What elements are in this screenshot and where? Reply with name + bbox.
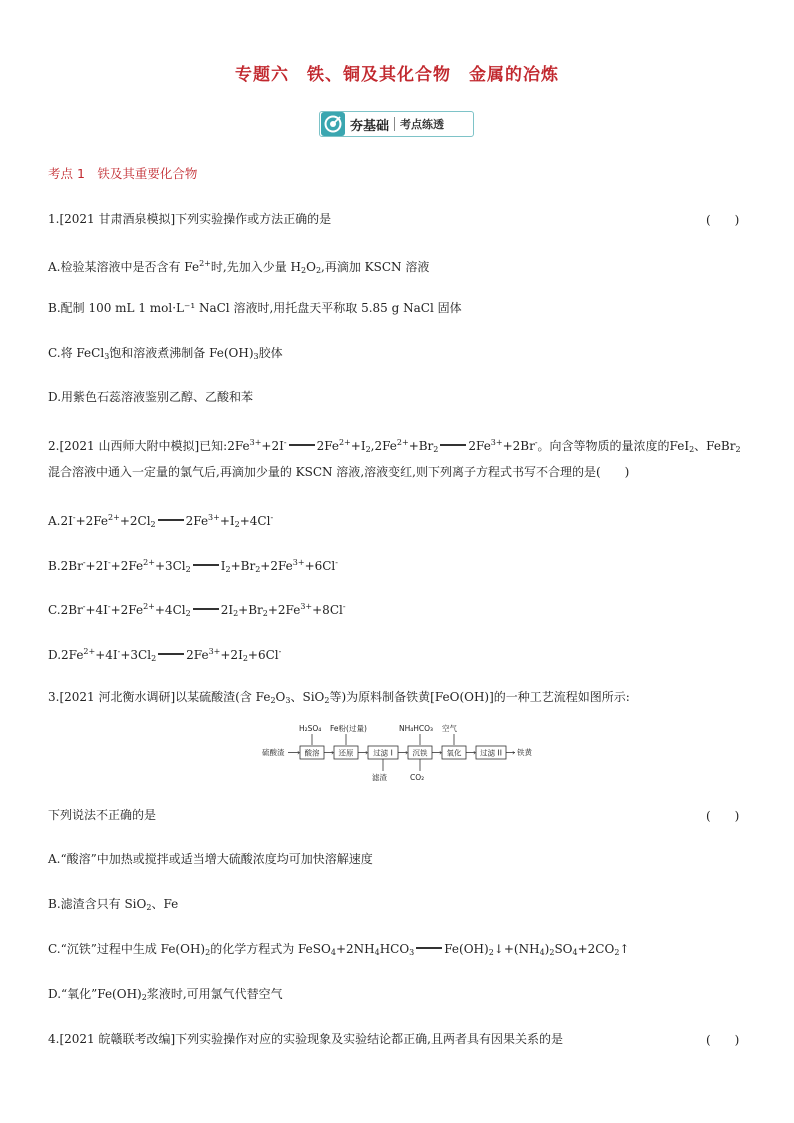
- svg-text:›: ›: [331, 748, 335, 757]
- svg-text:›: ›: [512, 748, 516, 757]
- q1-option-b: B.配制 100 mL 1 mol·L⁻¹ NaCl 溶液时,用托盘天平称取 5.85 g NaCl 固体: [48, 301, 462, 315]
- q2-option-b: $B.2Br^-+2I^-+2Fe^{2+}+3Cl_2$ $I_2+Br_2+2Fe^{3+}+6Cl^-$: [48, 558, 338, 574]
- svg-text:›: ›: [439, 748, 443, 757]
- process-flow-diagram: [262, 722, 542, 784]
- flow-reagent-1: H₂SO₄: [299, 724, 322, 733]
- q3-option-d: D.“氧化$”Fe(OH)_2$浆液时,可用氯气代替空气: [48, 987, 283, 1002]
- flow-output-1: 滤渣: [372, 773, 387, 782]
- flow-output-2: CO₂: [410, 773, 425, 782]
- q2-option-d: $D.2Fe^{2+}+4I^-+3Cl_2$ $2Fe^{3+}+2I_2+6Cl^-$: [48, 647, 282, 663]
- q3-answer-paren: ( ): [706, 809, 740, 823]
- target-icon: [321, 112, 345, 136]
- flow-reagent-3: NH₄HCO₃: [399, 724, 434, 733]
- q4-stem: 4.[2021 皖赣联考改编]下列实验操作对应的实验现象及实验结论都正确,且两者具有因果关系的是: [48, 1032, 563, 1046]
- page-title: 专题六 铁、铜及其化合物 金属的冶炼: [235, 65, 559, 85]
- section-heading: 考点 1 铁及其重要化合物: [48, 166, 198, 181]
- q3-stem: 3.[2021 河北衡水调研]以某硫酸渣(含 $Fe_2O_3$、SiO$_2$等)为原料制备铁黄[FeO(OH)]的一种工艺流程如图所示:: [48, 690, 630, 705]
- svg-text:›: ›: [365, 748, 369, 757]
- q1-option-a: A.检验某溶液中是否含有 $Fe^{2+}$时,先加入少量 $H_2O_2$,再滴加 KSCN 溶液: [48, 259, 430, 275]
- flow-end-label: 铁黄: [517, 748, 532, 757]
- q3-option-c: C.“沉铁”过程中生成 $Fe(OH)_2$的化学方程式为 $FeSO_4+2NH_4HCO_3$ $Fe(OH)_2↓+(NH_4)_2SO_4+2CO_2↑$: [48, 942, 630, 957]
- flow-box-5-label: 氧化: [446, 748, 462, 758]
- svg-text:›: ›: [297, 748, 301, 757]
- q1-option-c: C.将 FeCl$_3$饱和溶液煮沸制备 $Fe(OH)_3$胶体: [48, 346, 283, 361]
- badge-divider: [394, 117, 395, 131]
- flow-box-4-label: 沉铁: [412, 748, 428, 758]
- flow-box-6-label: 过滤 II: [480, 748, 502, 758]
- q4-answer-paren: ( ): [706, 1033, 740, 1047]
- q3-question: 下列说法不正确的是: [48, 808, 157, 822]
- section-badge: [319, 111, 474, 137]
- svg-text:›: ›: [405, 748, 409, 757]
- q1-option-d: D.用紫色石蕊溶液鉴别乙醇、乙酸和苯: [48, 390, 254, 404]
- svg-text:›: ›: [473, 748, 477, 757]
- q2-option-a: $A.2I^-+2Fe^{2+}+2Cl_2$ $2Fe^{3+}+I_2+4Cl^-$: [48, 513, 274, 529]
- flow-box-1-label: 酸溶: [304, 748, 320, 758]
- flow-start-label: 硫酸渣: [262, 748, 285, 757]
- q2-stem-line2: 混合溶液中通入一定量的氯气后,再滴加少量的 KSCN 溶液,溶液变红,则下列离子方程式书写不合理的是( ): [48, 465, 630, 479]
- flow-box-3-label: 过滤 I: [373, 748, 393, 758]
- q1-answer-paren: ( ): [706, 213, 740, 227]
- q3-option-b: B.滤渣含只有 SiO$_2$、Fe: [48, 897, 179, 912]
- q2-option-c: $C.2Br^-+4I^-+2Fe^{2+}+4Cl_2$ $2I_2+Br_2+2Fe^{3+}+8Cl^-$: [48, 602, 346, 618]
- badge-main-label: 夯基础: [350, 118, 390, 134]
- q1-stem: 1.[2021 甘肃酒泉模拟]下列实验操作或方法正确的是: [48, 212, 332, 226]
- flow-box-2-label: 还原: [338, 748, 354, 758]
- flow-reagent-2: Fe粉(过量): [330, 724, 367, 733]
- q3-option-a: A.“酸溶”中加热或搅拌或适当增大硫酸浓度均可加快溶解速度: [48, 852, 373, 866]
- badge-sub-label: 考点练透: [400, 118, 445, 131]
- q2-stem-line1: 2.[2021 山西师大附中模拟]已知$:2Fe^{3+}+2I^-$ $2Fe^{2+}+I_2,2Fe^{2+}+Br_2$ $2Fe^{3+}+2Br^-$。向含等物质的量浓度的FeI$_2$、FeBr$_2$: [48, 438, 741, 454]
- flow-reagent-4: 空气: [442, 724, 457, 733]
